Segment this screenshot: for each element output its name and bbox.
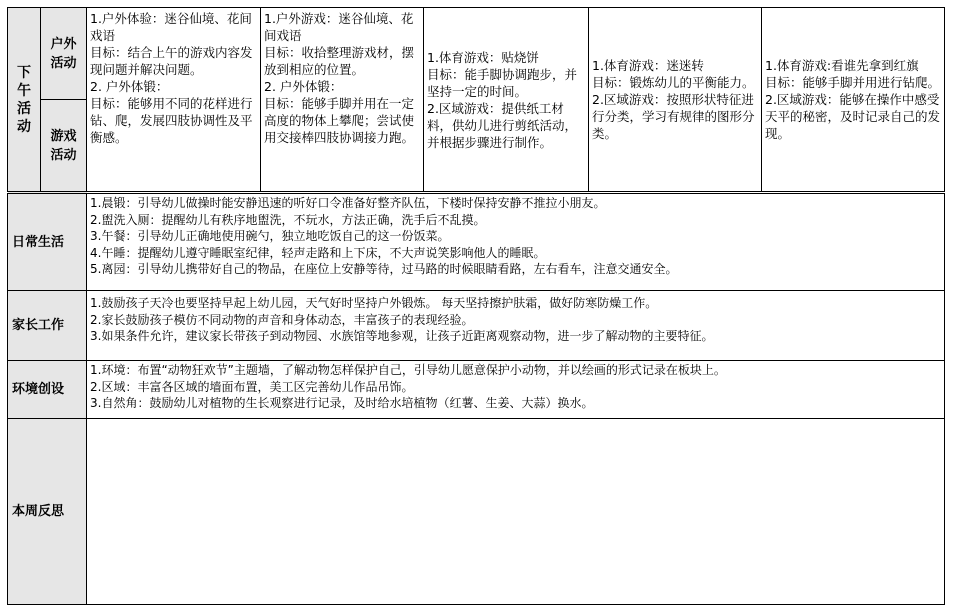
- daily-life-content: [87, 193, 945, 291]
- outdoor-activity-label: [41, 8, 87, 100]
- weekly-reflection-label: 本周反思: [8, 419, 87, 605]
- environment-label: 环境创设: [8, 361, 87, 419]
- parent-work-label: 家长工作: [8, 291, 87, 361]
- environment-content: [87, 361, 945, 419]
- list-item: 1.环境：布置“动物狂欢节”主题墙，了解动物怎样保护自己，引导幼儿愿意保护小动物，并以绘画的形式记录在板块上。: [90, 363, 726, 377]
- day2-line: 目标：收拾整理游戏材，摆放到相应的位置。: [264, 45, 415, 77]
- day3-line: 目标：能手脚协调跑步，并坚持一定的时间。: [427, 66, 578, 99]
- day3-line: 2.区域游戏：提供纸工材料，供幼儿进行剪纸活动，并根据步骤进行制作。: [427, 100, 578, 150]
- day5-line: 1.体育游戏:看谁先拿到红旗: [765, 58, 919, 73]
- list-item: 2.盥洗入厕：提醒幼儿有秩序地盥洗，不玩水，方法正确，洗手后不乱摸。: [90, 212, 486, 227]
- list-item: 1.鼓励孩子天冷也要坚持早起上幼儿园，天气好时坚持户外锻炼。 每天坚持擦护肤霜，做好防寒防燥工作。: [90, 296, 658, 310]
- afternoon-day-1: [87, 8, 261, 193]
- day5-line: 2.区域游戏：能够在操作中感受天平的秘密，及时记录自己的发现。: [765, 92, 941, 141]
- day1-line: 目标：能够用不同的花样进行钻、爬，发展四肢协调性及平衡感。: [90, 96, 253, 145]
- day2-line: 1.户外游戏：迷谷仙境、花间戏语: [264, 11, 414, 43]
- day1-line: 2. 户外体锻：: [90, 79, 169, 94]
- day3-line: 1.体育游戏：贴烧饼: [427, 49, 539, 65]
- list-item: 5.离园：引导幼儿携带好自己的物品，在座位上安静等待，过马路的时候眼睛看路，左右看车，注意交通安全。: [90, 262, 678, 276]
- day4-line: 1.体育游戏：迷迷转: [592, 58, 704, 73]
- day5-line: 目标：能够手脚并用进行钻爬。: [765, 75, 941, 90]
- list-item: 1.晨锻：引导幼儿做操时能安静迅速的听好口令准备好整齐队伍，下楼时保持安静不推拉小朋友。: [90, 196, 606, 210]
- weekly-reflection-content[interactable]: [87, 419, 945, 605]
- game-activity-label: [41, 100, 87, 193]
- day2-line: 2. 户外体锻：: [264, 79, 343, 94]
- afternoon-day-2: [261, 8, 424, 193]
- list-item: 3.午餐：引导幼儿正确地使用碗勺，独立地吃饭自己的这一份饭菜。: [90, 229, 450, 243]
- outdoor-activity-label-text: 户外活动: [50, 36, 77, 71]
- day4-line: 目标：锻炼幼儿的平衡能力。: [592, 75, 755, 90]
- afternoon-day-5: [762, 8, 945, 193]
- day2-line: 目标：能够手脚并用在一定高度的物体上攀爬；尝试使用交接棒四肢协调接力跑。: [264, 96, 415, 145]
- afternoon-label-text: 下午活动: [17, 64, 31, 135]
- list-item: 4.午睡：提醒幼儿遵守睡眠室纪律，轻声走路和上下床，不大声说笑影响他人的睡眠。: [90, 245, 546, 260]
- list-item: 3.自然角：鼓励幼儿对植物的生长观察进行记录，及时给水培植物（红薯、生姜、大蒜）换水。: [90, 396, 594, 410]
- list-item: 2.区域：丰富各区域的墙面布置，美工区完善幼儿作品吊饰。: [90, 379, 414, 394]
- afternoon-day-3: [424, 8, 589, 193]
- afternoon-activities-label: [8, 8, 41, 193]
- list-item: 3.如果条件允许，建议家长带孩子到动物园、水族馆等地参观，让孩子近距离观察动物，进一步了解动物的主要特征。: [90, 329, 714, 343]
- afternoon-day-4: [589, 8, 762, 193]
- daily-life-label: 日常生活: [8, 193, 87, 291]
- game-activity-label-text: 游戏活动: [50, 128, 77, 163]
- list-item: 2.家长鼓励孩子模仿不同动物的声音和身体动态，丰富孩子的表现经验。: [90, 312, 474, 327]
- parent-work-content: [87, 291, 945, 361]
- day1-line: 1.户外体验：迷谷仙境、花间戏语: [90, 11, 252, 43]
- day4-line: 2.区域游戏：按照形状特征进行分类，学习有规律的图形分类。: [592, 92, 755, 141]
- day1-line: 目标：结合上午的游戏内容发现问题并解决问题。: [90, 45, 253, 77]
- weekly-plan-table: [7, 7, 944, 605]
